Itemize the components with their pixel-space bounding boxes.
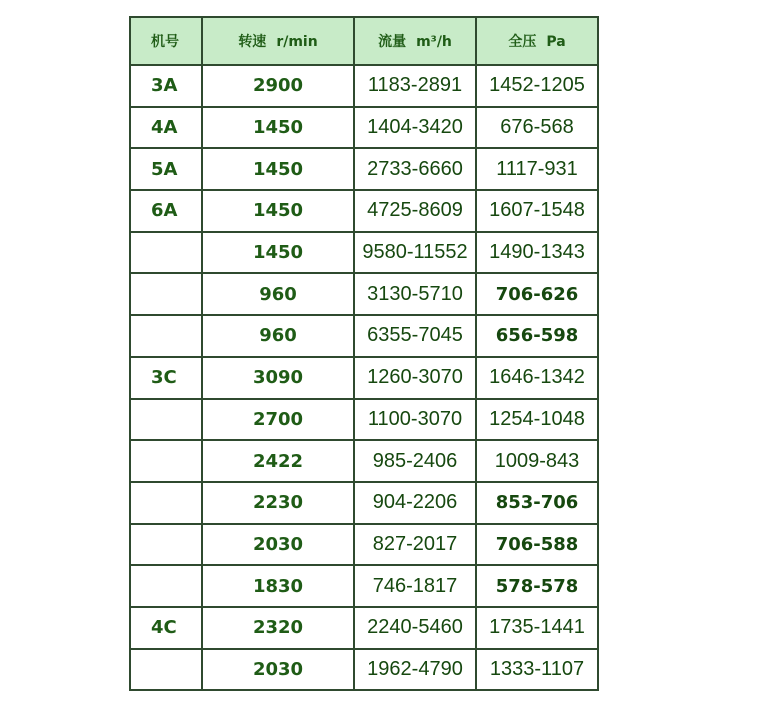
cell-flow: 2240-5460 <box>354 607 476 649</box>
cell-pressure: 1646-1342 <box>476 357 598 399</box>
cell-speed: 2422 <box>202 440 354 482</box>
header-pressure-unit: Pa <box>546 34 566 50</box>
header-flow-unit: m³/h <box>416 34 452 50</box>
cell-speed: 960 <box>202 273 354 315</box>
cell-model <box>130 565 202 607</box>
cell-pressure: 1607-1548 <box>476 190 598 232</box>
cell-model: 6A <box>130 190 202 232</box>
cell-flow: 904-2206 <box>354 482 476 524</box>
cell-model <box>130 315 202 357</box>
table-row <box>130 649 598 691</box>
cell-pressure: 1254-1048 <box>476 399 598 441</box>
cell-flow: 3130-5710 <box>354 273 476 315</box>
cell-model: 4A <box>130 107 202 149</box>
header-pressure <box>476 17 598 65</box>
table-row <box>130 357 598 399</box>
cell-flow: 2733-6660 <box>354 148 476 190</box>
cell-flow: 1962-4790 <box>354 649 476 691</box>
cell-flow: 1404-3420 <box>354 107 476 149</box>
cell-speed: 2320 <box>202 607 354 649</box>
cell-pressure: 656-598 <box>476 315 598 357</box>
table-row <box>130 273 598 315</box>
cell-pressure: 1452-1205 <box>476 65 598 107</box>
cell-flow: 985-2406 <box>354 440 476 482</box>
cell-speed: 2700 <box>202 399 354 441</box>
cell-model: 3C <box>130 357 202 399</box>
table-row <box>130 399 598 441</box>
header-speed <box>202 17 354 65</box>
cell-speed: 1450 <box>202 232 354 274</box>
cell-pressure: 1333-1107 <box>476 649 598 691</box>
cell-model <box>130 273 202 315</box>
table-row <box>130 148 598 190</box>
header-speed-unit: r/min <box>276 34 318 50</box>
header-model-label: 机号 <box>151 34 179 50</box>
header-flow-label: 流量 <box>378 34 407 50</box>
cell-speed: 1450 <box>202 190 354 232</box>
cell-speed: 3090 <box>202 357 354 399</box>
cell-model: 4C <box>130 607 202 649</box>
cell-speed: 1450 <box>202 148 354 190</box>
cell-flow: 6355-7045 <box>354 315 476 357</box>
table-row <box>130 565 598 607</box>
cell-pressure: 578-578 <box>476 565 598 607</box>
cell-model <box>130 399 202 441</box>
cell-speed: 1830 <box>202 565 354 607</box>
cell-flow: 9580-11552 <box>354 232 476 274</box>
header-pressure-label: 全压 <box>508 34 537 50</box>
cell-flow: 4725-8609 <box>354 190 476 232</box>
cell-pressure: 1490-1343 <box>476 232 598 274</box>
header-row <box>130 17 598 65</box>
cell-pressure: 676-568 <box>476 107 598 149</box>
table-row <box>130 190 598 232</box>
cell-speed: 2030 <box>202 649 354 691</box>
cell-model: 5A <box>130 148 202 190</box>
header-model <box>130 17 202 65</box>
table-header <box>130 17 598 65</box>
cell-flow: 827-2017 <box>354 524 476 566</box>
table-row <box>130 440 598 482</box>
cell-flow: 1183-2891 <box>354 65 476 107</box>
cell-model <box>130 440 202 482</box>
table-row <box>130 524 598 566</box>
cell-pressure: 706-626 <box>476 273 598 315</box>
cell-pressure: 706-588 <box>476 524 598 566</box>
table-row <box>130 315 598 357</box>
cell-speed: 1450 <box>202 107 354 149</box>
header-flow <box>354 17 476 65</box>
table-row <box>130 107 598 149</box>
cell-speed: 2030 <box>202 524 354 566</box>
table-body <box>130 65 598 690</box>
cell-flow: 1100-3070 <box>354 399 476 441</box>
cell-model <box>130 524 202 566</box>
cell-model <box>130 482 202 524</box>
cell-pressure: 1009-843 <box>476 440 598 482</box>
cell-speed: 960 <box>202 315 354 357</box>
cell-model: 3A <box>130 65 202 107</box>
header-speed-label: 转速 <box>238 34 267 50</box>
cell-model <box>130 232 202 274</box>
cell-model <box>130 649 202 691</box>
fan-spec-table <box>129 16 599 691</box>
cell-speed: 2900 <box>202 65 354 107</box>
cell-flow: 1260-3070 <box>354 357 476 399</box>
table-row <box>130 607 598 649</box>
cell-pressure: 1735-1441 <box>476 607 598 649</box>
table-row <box>130 65 598 107</box>
cell-pressure: 853-706 <box>476 482 598 524</box>
table-row <box>130 232 598 274</box>
cell-flow: 746-1817 <box>354 565 476 607</box>
cell-pressure: 1117-931 <box>476 148 598 190</box>
cell-speed: 2230 <box>202 482 354 524</box>
table-row <box>130 482 598 524</box>
